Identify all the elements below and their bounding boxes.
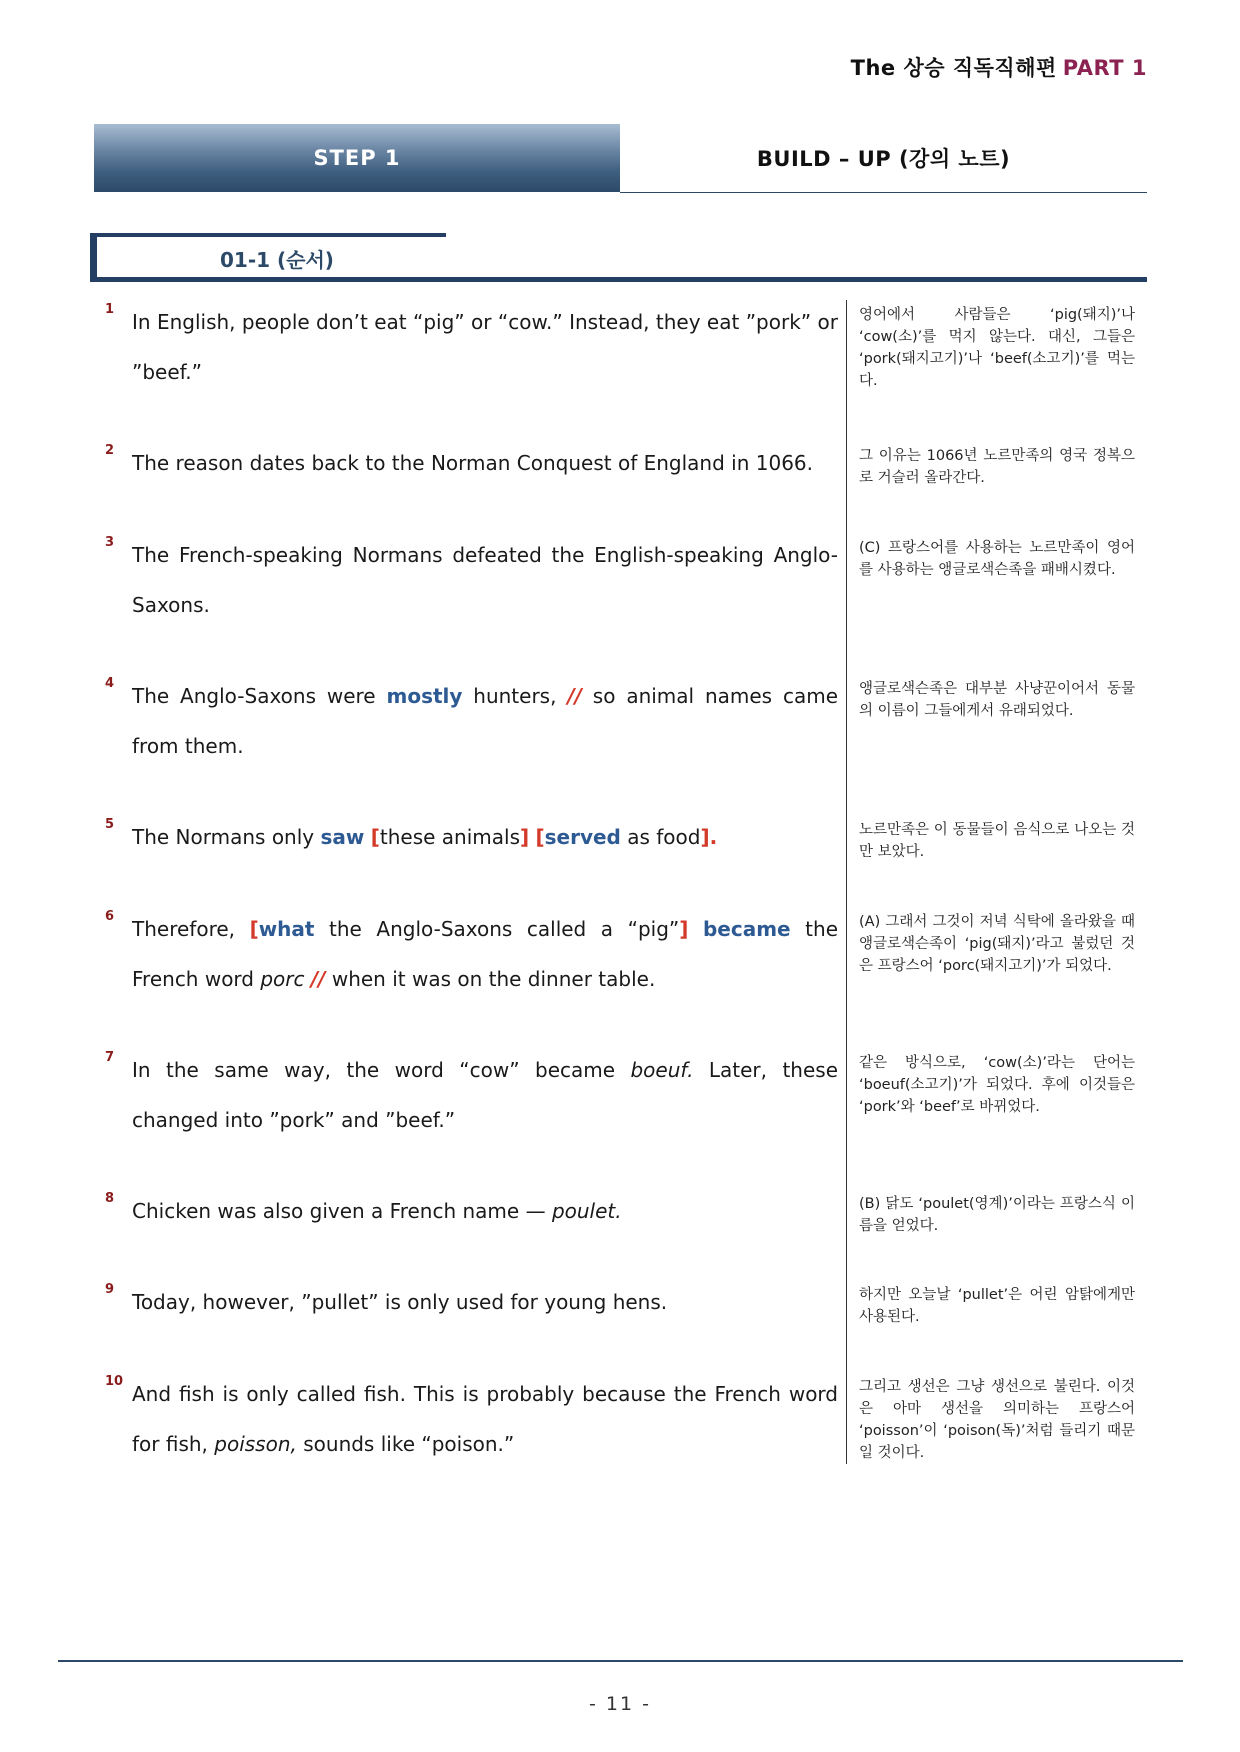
- english-sentence: [132, 904, 838, 1004]
- italic-word: poisson,: [214, 1432, 297, 1456]
- english-sentence: [132, 812, 838, 862]
- highlight-word: what: [258, 917, 315, 941]
- highlight-word: mostly: [386, 684, 463, 708]
- part-label: PART 1: [1062, 56, 1147, 80]
- sentence-number: 2: [105, 443, 115, 458]
- english-sentence: [132, 671, 838, 771]
- english-sentence: In English, people don’t eat “pig” or “cow.” Instead, they eat ”pork” or ”beef.”: [132, 310, 838, 384]
- text-segment: hunters,: [462, 684, 568, 708]
- bracket-marker: ]: [700, 825, 710, 849]
- text-segment: these animals: [379, 825, 520, 849]
- text-segment: the Anglo-Saxons called a “pig”: [314, 917, 680, 941]
- section-frame-left: [90, 233, 97, 281]
- highlight-word: served: [544, 825, 621, 849]
- korean-translation: (A) 그래서 그것이 저녁 식탁에 올라왔을 때 앵글로색슨족이 ‘pig(돼지)’라고 불렀던 것은 프랑스어 ‘porc(돼지고기)’가 되었다.: [859, 914, 1135, 974]
- text-segment: [688, 917, 703, 941]
- sentence-number: 1: [105, 302, 115, 317]
- english-sentence: [132, 1369, 838, 1469]
- italic-word: poulet.: [551, 1199, 622, 1223]
- italic-word: boeuf.: [630, 1058, 694, 1082]
- text-segment: Chicken was also given a French name —: [132, 1199, 552, 1223]
- bracket-marker: [: [249, 917, 259, 941]
- text-segment: sounds like “poison.”: [296, 1432, 515, 1456]
- step-label: STEP 1: [313, 146, 401, 170]
- korean-translation: 영어에서 사람들은 ‘pig(돼지)’나 ‘cow(소)’를 먹지 않는다. 대신, 그들은 ‘pork(돼지고기)’나 ‘beef(소고기)’를 먹는다.: [859, 307, 1135, 389]
- book-title: The 상승 직독직해편: [850, 56, 1057, 80]
- sentence-number: 5: [105, 817, 115, 832]
- korean-translation: 하지만 오늘날 ‘pullet’은 어린 암탉에게만 사용된다.: [859, 1287, 1135, 1325]
- korean-translation: (B) 닭도 ‘poulet(영계)’이라는 프랑스식 이름을 얻었다.: [859, 1196, 1135, 1234]
- text-segment: when it was on the dinner table.: [325, 967, 656, 991]
- italic-word: porc: [260, 967, 305, 991]
- bracket-marker: [: [535, 825, 545, 849]
- sentence-number: 9: [105, 1282, 115, 1297]
- sentence-number: 6: [105, 909, 115, 924]
- column-divider: [846, 300, 847, 1464]
- highlight-word: became: [702, 917, 791, 941]
- slash-marker: //: [567, 684, 582, 708]
- text-segment: The Normans only: [132, 825, 321, 849]
- bracket-marker: ]: [519, 825, 530, 849]
- korean-translation: 앵글로색슨족은 대부분 사냥꾼이어서 동물의 이름이 그들에게서 유래되었다.: [859, 681, 1135, 719]
- text-segment: The Anglo-Saxons were: [132, 684, 387, 708]
- text-segment: the French word: [132, 917, 838, 991]
- build-up-underline: [620, 192, 1147, 193]
- english-sentence: The reason dates back to the Norman Conquest of England in 1066.: [132, 451, 814, 475]
- slash-marker: //: [310, 967, 326, 991]
- english-sentence: The French-speaking Normans defeated the English-speaking Anglo-Saxons.: [132, 543, 838, 617]
- bracket-marker: [: [370, 825, 380, 849]
- header-title: [851, 52, 1147, 82]
- text-segment: so animal names came from them.: [132, 684, 839, 758]
- text-segment: as food: [620, 825, 701, 849]
- korean-translation: (C) 프랑스어를 사용하는 노르만족이 영어를 사용하는 앵글로색슨족을 패배시켰다.: [859, 540, 1135, 578]
- korean-translation: 노르만족은 이 동물들이 음식으로 나오는 것만 보았다.: [859, 822, 1135, 860]
- build-up-title-text: BUILD – UP (강의 노트): [756, 147, 1011, 171]
- sentence-number: 4: [105, 676, 115, 691]
- text-segment: Therefore,: [132, 917, 250, 941]
- text-segment: .: [709, 825, 718, 849]
- footer-rule: [58, 1660, 1183, 1662]
- bracket-marker: ]: [679, 917, 689, 941]
- text-segment: Later, these changed into ”pork” and ”beef.”: [132, 1058, 838, 1132]
- korean-translation: 그리고 생선은 그냥 생선으로 불린다. 이것은 아마 생선을 의미하는 프랑스어 ‘poisson’이 ‘poison(독)’처럼 들리기 때문일 것이다.: [859, 1379, 1135, 1461]
- sentence-number: 7: [105, 1050, 115, 1065]
- sentence-number: 10: [105, 1374, 124, 1389]
- korean-translation: 그 이유는 1066년 노르만족의 영국 정복으로 거슬러 올라간다.: [859, 448, 1135, 486]
- section-title: 01-1 (순서): [220, 248, 334, 272]
- text-segment: And fish is only called fish. This is probably because the French word for fish,: [132, 1382, 838, 1456]
- step-label-box: [94, 124, 620, 192]
- text-segment: In the same way, the word “cow” became: [132, 1058, 631, 1082]
- build-up-title: [620, 124, 1147, 192]
- section-frame-top: [92, 233, 446, 237]
- sentence-number: 3: [105, 535, 115, 550]
- english-sentence: [132, 1045, 838, 1145]
- sentence-number: 8: [105, 1191, 115, 1206]
- highlight-word: saw: [320, 825, 365, 849]
- section-frame-bottom: [90, 277, 1147, 282]
- page-number: - 11 -: [589, 1693, 651, 1715]
- english-sentence: [132, 1186, 838, 1236]
- english-sentence: Today, however, ”pullet” is only used for young hens.: [132, 1290, 668, 1314]
- korean-translation: 같은 방식으로, ‘cow(소)’라는 단어는 ‘boeuf(소고기)’가 되었다. 후에 이것들은 ‘pork’와 ‘beef’로 바뀌었다.: [859, 1055, 1135, 1115]
